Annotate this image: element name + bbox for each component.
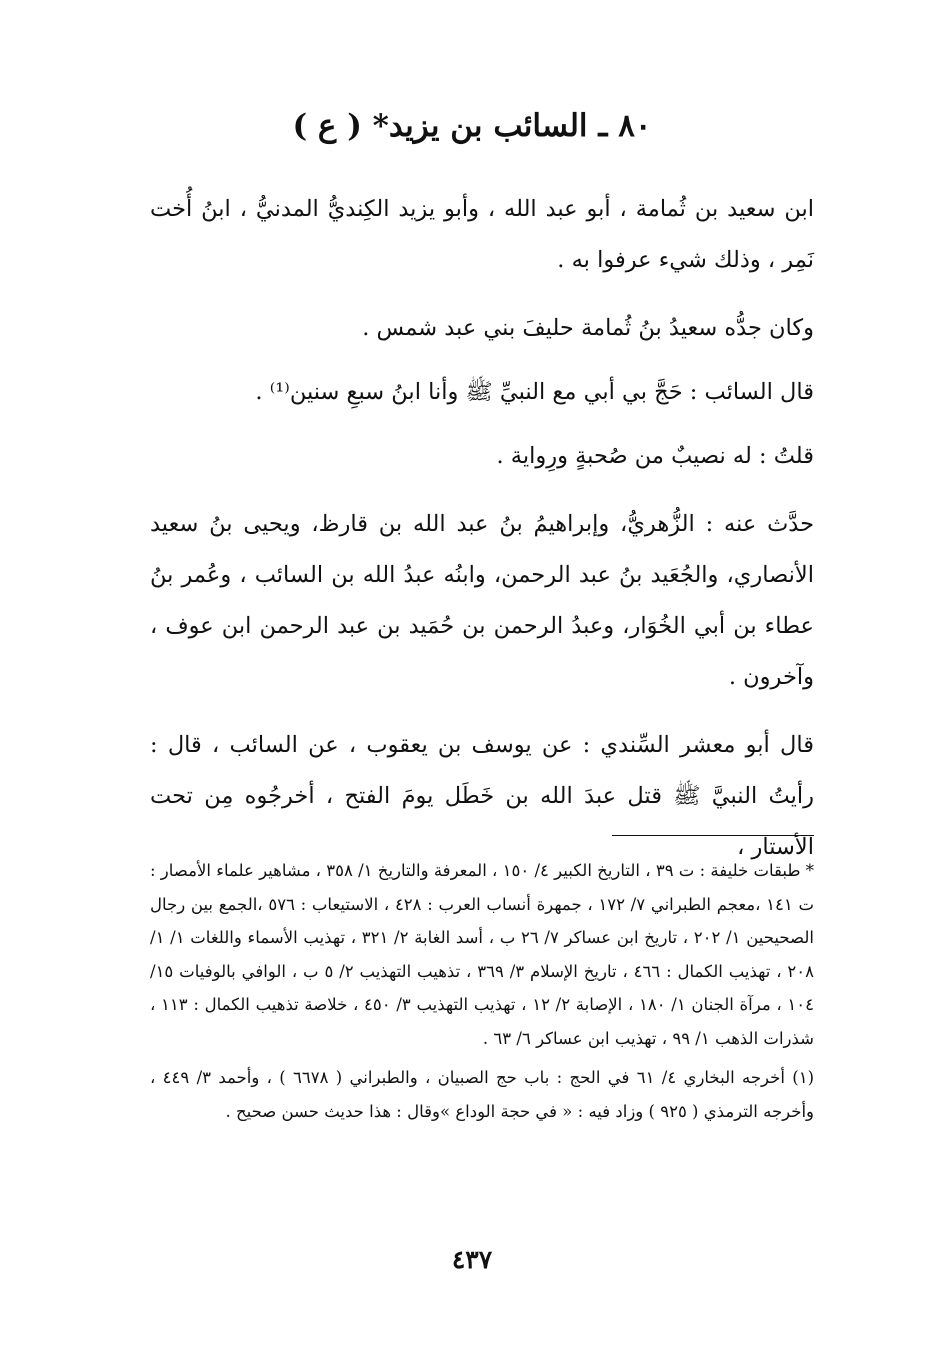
footnote-divider [612, 835, 814, 836]
paragraph-grandfather: وكان جدُّه سعيدُ بنُ ثُمامة حليفَ بني عبد شمس . [362, 315, 814, 341]
paragraph-lineage: ابن سعيد بن ثُمامة ، أبو عبد الله ، وأبو يزيد الكِنديُّ المدنيُّ ، ابنُ أُخت نَمِر ، وذلك شيء عرفوا به . [150, 196, 814, 273]
footnote-1: (١) أخرجه البخاري ٤/ ٦١ في الحج : باب حج الصبيان ، والطبراني ( ٦٦٧٨ ) ، وأحمد ٣/ ٤٤٩ ، وأخرجه الترمذي ( ٩٢٥ ) وزاد فيه : « في حجة الوداع »وقال : هذا حديث حسن صحيح . [150, 1068, 814, 1121]
paragraph-note: قلتُ : له نصيبٌ من صُحبةٍ ورِواية . [496, 443, 814, 469]
paragraph-narrators: حدَّث عنه : الزُّهريُّ، وإبراهيمُ بنُ عبد الله بن قارظ، ويحيى بنُ سعيد الأنصاري، والجُعَيد بنُ عبد الرحمن، وابنُه عبدُ الله بن السائب ، وعُمر بنُ عطاء بن أبي الخُوَار، وعبدُ الرحمن بن حُمَيد بن عبد الرحمن ابن عوف ، وآخرون . [150, 511, 814, 690]
footnote-sources: * طبقات خليفة : ت ٣٩ ، التاريخ الكبير ٤/ ١٥٠ ، المعرفة والتاريخ ١/ ٣٥٨ ، مشاهير علماء الأمصار : ت ١٤١ ،معجم الطبراني ٧/ ١٧٢ ، جمهرة أنساب العرب : ٤٢٨ ، الاستيعاب : ٥٧٦ ،الجمع بين رجال الصحيحين ١/ ٢٠٢ ، تاريخ ابن عساكر ٧/ ٢٦ ب ، أسد الغابة ٢/ ٣٢١ ، تهذيب الأسماء واللغات ١/ ١/ ٢٠٨ ، تهذيب الكمال : ٤٦٦ ، تاريخ الإسلام ٣/ ٣٦٩ ، تذهيب التهذيب ٢/ ٥ ب ، الوافي بالوفيات ١٥/ ١٠٤ ، مرآة الجنان ١/ ١٨٠ ، الإصابة ٢/ ١٢ ، تهذيب التهذيب ٣/ ٤٥٠ ، خلاصة تذهيب الكمال : ١١٣ ، شذرات الذهب ١/ ٩٩ ، تهذيب ابن عساكر ٦/ ٦٣ . [150, 861, 814, 1048]
paragraph-report: قال أبو معشر السِّندي : عن يوسف بن يعقوب ، عن السائب ، قال : رأيتُ النبيَّ ﷺ قتل عبدَ الله بن خَطَل يومَ الفتح ، أخرجُوه مِن تحت الأستار ، [150, 732, 814, 860]
paragraph-hajj: قال السائب : حَجَّ بي أبي مع النبيِّ ﷺ وأنا ابنُ سبعِ سنين⁽¹⁾ . [255, 379, 814, 405]
main-text [150, 184, 814, 890]
footnotes [150, 854, 814, 1134]
biography-title: ٨٠ ـ السائب بن يزيد* ( ع ) [292, 108, 652, 144]
page-number: ٤٣٧ [451, 1245, 493, 1274]
